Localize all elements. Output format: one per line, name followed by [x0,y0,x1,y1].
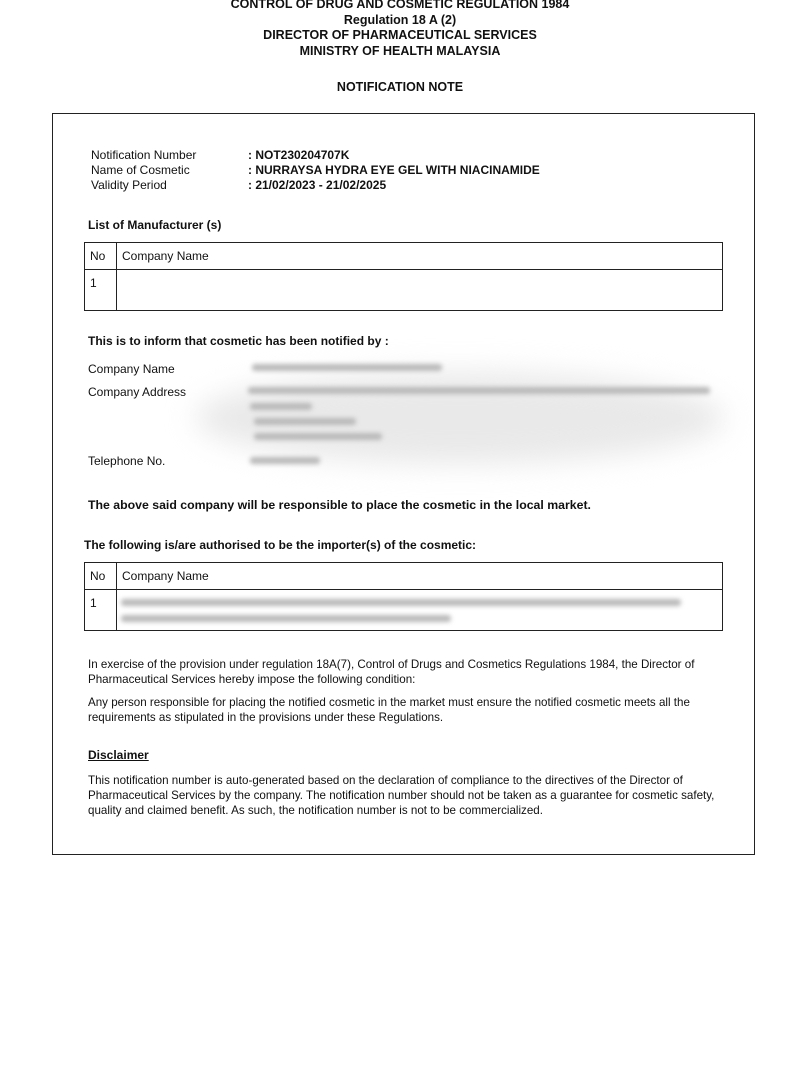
page-title: NOTIFICATION NOTE [336,80,464,94]
validity-period-value: : 21/02/2023 - 21/02/2025 [248,178,387,192]
header-line-ministry: MINISTRY OF HEALTH MALAYSIA [299,44,501,58]
table-row [85,590,723,631]
notification-number-value: : NOT230204707K [248,148,350,162]
company-name-label: Company Name [88,362,175,376]
manufacturer-list-heading: List of Manufacturer (s) [88,218,222,232]
disclaimer-text: This notification number is auto-generated based on the declaration of compliance to the directives of the Director of Pharmaceutical Services by the company. The notification number should not be taken as a guarantee for cosmetic safety, quality and claimed benefit. As such, the notification number is not to be commercialized. [88,774,715,817]
notification-number-label: Notification Number [91,148,197,162]
table-row [85,270,723,311]
redacted-company-name [252,364,442,371]
importer-col-company: Company Name [117,563,723,590]
redacted-address-line [248,387,710,394]
redacted-telephone [250,457,320,464]
manufacturer-row-company [117,270,723,311]
telephone-label: Telephone No. [88,454,166,468]
responsibility-statement: The above said company will be responsible to place the cosmetic in the local market. [88,498,591,512]
redacted-address-line [250,403,312,410]
header-line-regulation-act: CONTROL OF DRUG AND COSMETIC REGULATION 1984 [230,0,570,11]
condition-requirement: Any person responsible for placing the notified cosmetic in the market must ensure the notified cosmetic meets all the requirements as stipulated in the provisions under these Regulations. [88,696,690,724]
manufacturer-col-company: Company Name [117,243,723,270]
notifier-heading: This is to inform that cosmetic has been notified by : [88,334,389,348]
redacted-importer-line [121,615,451,622]
manufacturer-col-no: No [85,243,117,270]
redacted-address-line [254,418,356,425]
importer-table [84,562,723,631]
disclaimer-heading: Disclaimer [88,748,149,762]
importer-col-no: No [85,563,117,590]
cosmetic-name-value: : NURRAYSA HYDRA EYE GEL WITH NIACINAMIDE [248,163,540,177]
manufacturer-row-no: 1 [85,270,117,311]
importer-row-no: 1 [85,590,117,631]
importer-row-company [117,590,723,631]
manufacturer-table [84,242,723,311]
header-line-regulation-number: Regulation 18 A (2) [343,13,457,27]
redacted-address-line [254,433,382,440]
header-line-director: DIRECTOR OF PHARMACEUTICAL SERVICES [263,28,537,42]
redacted-importer-line [121,599,681,606]
condition-paragraph: In exercise of the provision under regulation 18A(7), Control of Drugs and Cosmetics Regulations 1984, the Director of Pharmaceutical Services hereby impose the following condition: [88,658,695,686]
importer-heading: The following is/are authorised to be the importer(s) of the cosmetic: [84,538,477,552]
cosmetic-name-label: Name of Cosmetic [91,163,190,177]
validity-period-label: Validity Period [91,178,167,192]
company-address-label: Company Address [88,385,187,399]
